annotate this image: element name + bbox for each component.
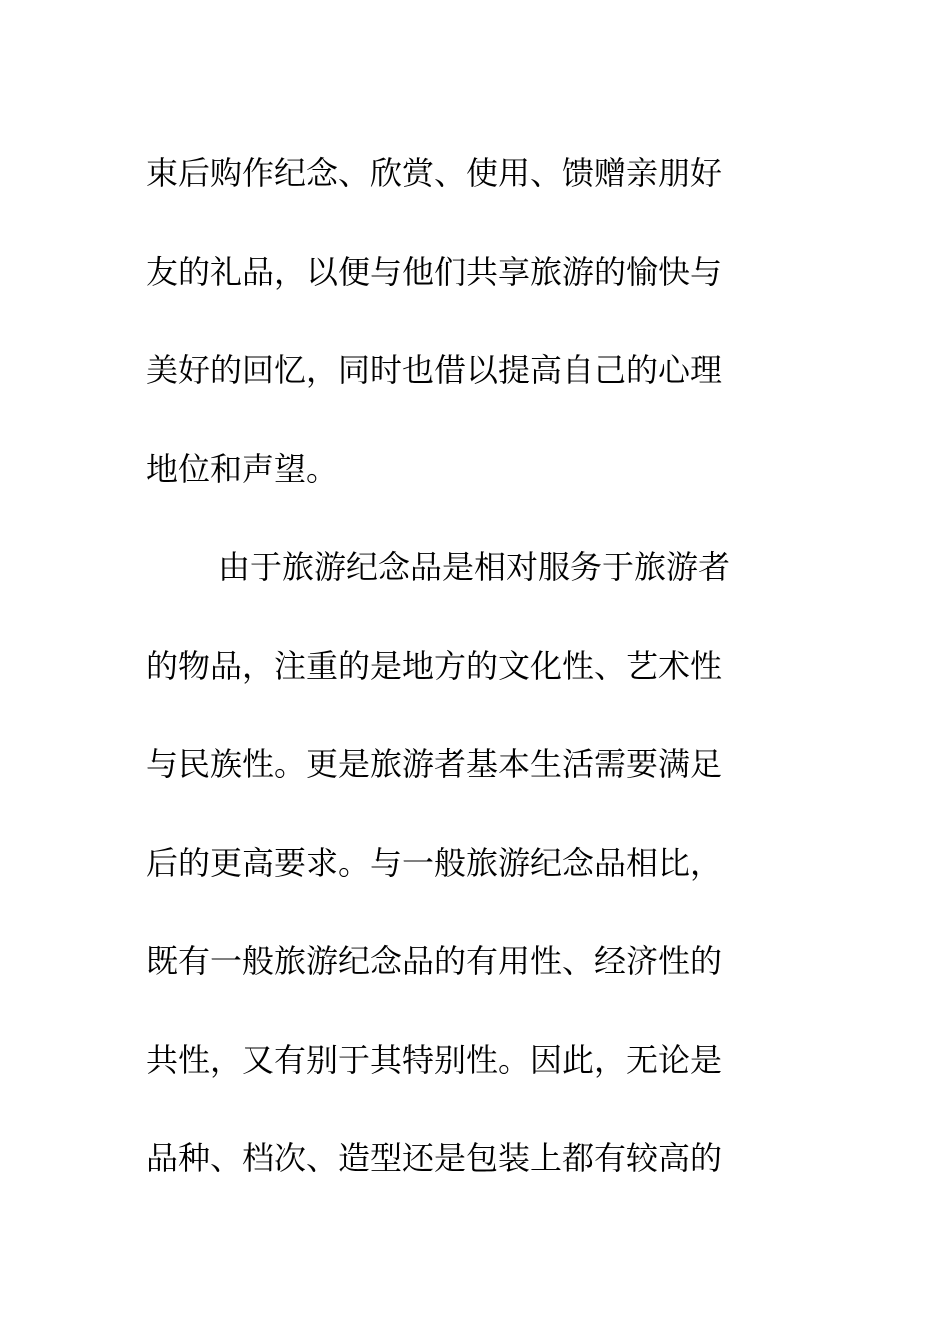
text-line: 与民族性。更是旅游者基本生活需要满足 [146,745,723,783]
body-text [146,124,786,1208]
text-line: 的物品，注重的是地方的文化性、艺术性 [146,646,723,685]
text-line: 地位和声望。 [146,449,339,488]
text-line: 友的礼品，以便与他们共享旅游的愉快与 [146,252,723,291]
text-line: 美好的回忆，同时也借以提高自己的心理 [146,351,723,389]
paragraph-first-line: 由于旅游纪念品是相对服务于旅游者 [218,548,731,586]
text-line: 品种、档次、造型还是包装上都有较高的 [146,1139,723,1177]
text-line: 后的更高要求。与一般旅游纪念品相比， [146,843,723,882]
text-line: 共性，又有别于其特别性。因此，无论是 [146,1040,723,1079]
text-line: 束后购作纪念、欣赏、使用、馈赠亲朋好 [146,154,723,192]
text-line: 既有一般旅游纪念品的有用性、经济性的 [146,942,723,980]
